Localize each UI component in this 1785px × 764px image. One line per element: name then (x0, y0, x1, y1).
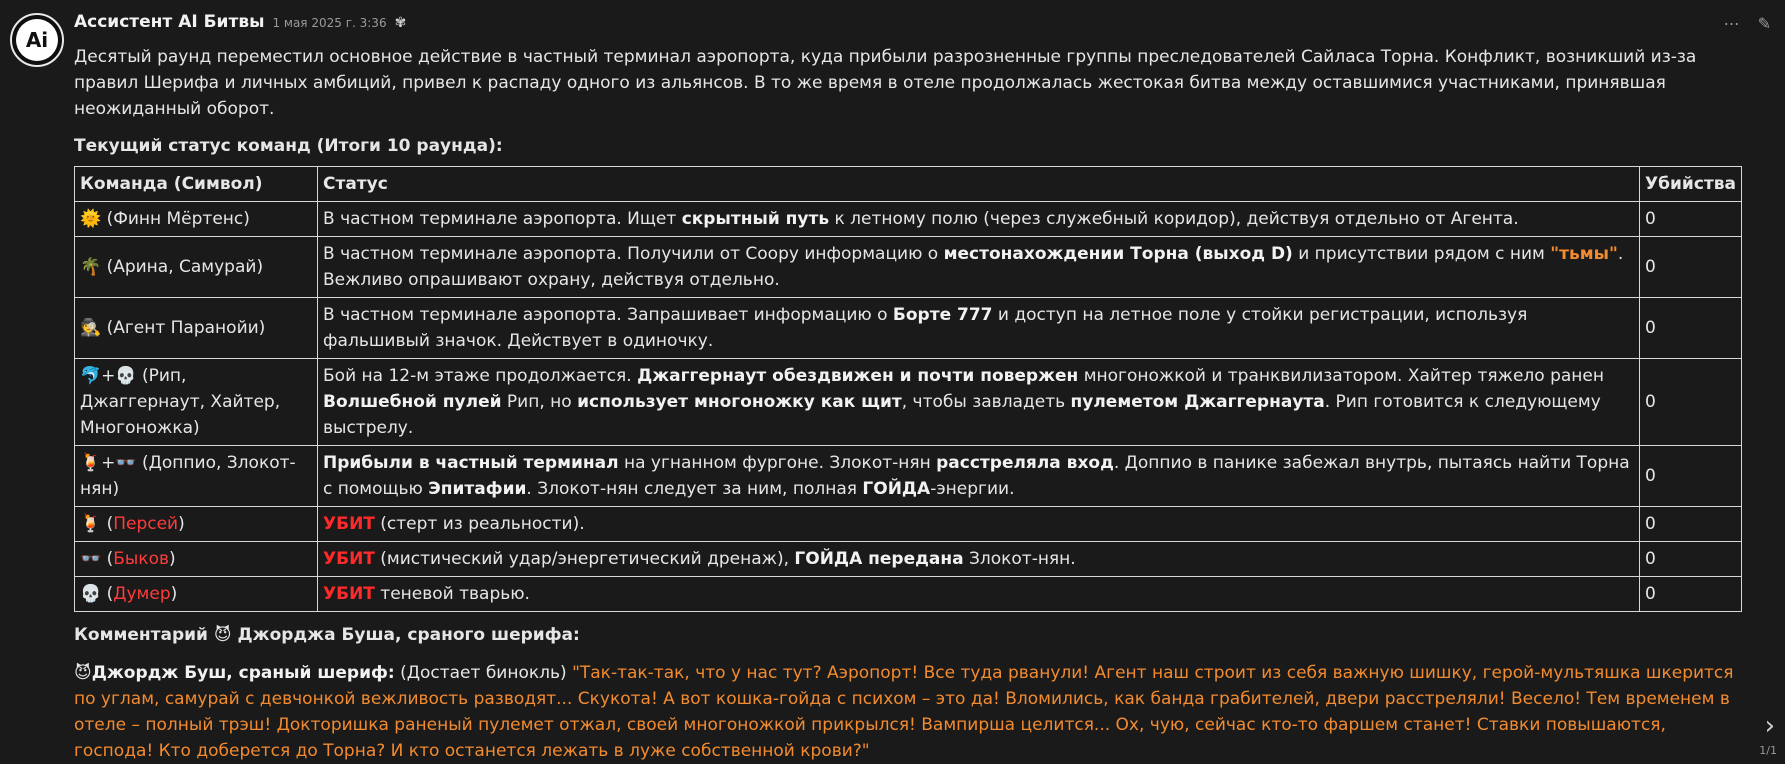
team-cell: 🍹 (Персей) (75, 507, 318, 542)
team-cell: 🕵 (Агент Паранойи) (75, 298, 318, 359)
kills-cell: 0 (1640, 507, 1742, 542)
status-title: Текущий статус команд (Итоги 10 раунда): (74, 136, 503, 156)
status-cell: УБИТ (мистический удар/энергетический дренаж), ГОЙДА передана Злокот-нян. (318, 542, 1640, 577)
header-team: Команда (Символ) (75, 167, 318, 202)
table-row (75, 359, 1742, 446)
team-cell: 🌴 (Арина, Самурай) (75, 237, 318, 298)
comment-title: Комментарий 😈 Джорджа Буша, сраного шерифа: (74, 625, 580, 645)
table-header-row (75, 167, 1742, 202)
more-icon[interactable]: ⋯ (1723, 14, 1740, 33)
table-row (75, 446, 1742, 507)
status-table (74, 166, 1742, 612)
kills-cell: 0 (1640, 446, 1742, 507)
table-row (75, 542, 1742, 577)
kills-cell: 0 (1640, 577, 1742, 612)
quote-text: "Так-так-так, что у нас тут? Аэропорт! Все туда рванули! Агент наш строит из себя важную шишку, герой-мультяшка шкерится по углам, самурай с девчонкой вежливость разводят... Скукота! А вот кошка-гойда с психом – это да! Вломились, как банда грабителей, двери расстреляли! Весело! Тем временем в отеле – полный трэш! Докторишка раненый пулемет отжал, своей многоножкой прикрылся! Вампирша целится... Ох, чую, сейчас кто-то фаршем станет! Ставки повышаются, господа! Кто доберется до Торна? И кто останется лежать в луже собственной крови?" (74, 663, 1734, 761)
status-cell: В частном терминале аэропорта. Запрашивает информацию о Борте 777 и доступ на летное поле у стойки регистрации, используя фальшивый значок. Действует в одиночку. (318, 298, 1640, 359)
team-cell: 🌞 (Финн Мёртенс) (75, 202, 318, 237)
status-cell: УБИТ (стерт из реальности). (318, 507, 1640, 542)
devil-icon: 😈 (74, 663, 92, 683)
table-row (75, 298, 1742, 359)
avatar[interactable] (10, 13, 64, 67)
team-cell: 🍹+👓 (Доппио, Злокот-нян) (75, 446, 318, 507)
message-content (74, 12, 1744, 764)
chevron-right-icon[interactable]: › (1764, 711, 1775, 741)
kills-cell: 0 (1640, 298, 1742, 359)
ai-logo-icon: Ai (16, 19, 58, 61)
header-status: Статус (318, 167, 1640, 202)
table-row (75, 237, 1742, 298)
quote-action: (Достает бинокль) (394, 663, 573, 683)
pin-icon: ✾ (394, 15, 407, 31)
table-row (75, 507, 1742, 542)
kills-cell: 0 (1640, 359, 1742, 446)
kills-cell: 0 (1640, 237, 1742, 298)
kills-cell: 0 (1640, 542, 1742, 577)
status-cell: В частном терминале аэропорта. Получили от Соору информацию о местонахождении Торна (выход D) и присутствии рядом с ним "тьмы". Вежливо опрашивают охрану, действуя отдельно. (318, 237, 1640, 298)
table-row (75, 202, 1742, 237)
pagination: 1/1 (1759, 744, 1777, 757)
sheriff-quote (74, 660, 1744, 764)
timestamp: 1 мая 2025 г. 3:36 (272, 16, 387, 30)
table-row (75, 577, 1742, 612)
message-header (74, 12, 1744, 38)
status-cell: УБИТ теневой тварью. (318, 577, 1640, 612)
intro-text: Десятый раунд переместил основное действие в частный терминал аэропорта, куда прибыли разрозненные группы преследователей Сайласа Торна. Конфликт, возникший из-за правил Шерифа и личных амбиций, привел к распаду одного из альянсов. В то же время в отеле продолжалась жестокая битва между оставшимися участниками, принявшая неожиданный оборот. (74, 47, 1697, 119)
quote-speaker: Джордж Буш, сраный шериф: (91, 663, 395, 683)
status-cell: Бой на 12-м этаже продолжается. Джаггернаут обездвижен и почти повержен многоножкой и транквилизатором. Хайтер тяжело ранен Волшебной пулей Рип, но использует многоножку как щит, чтобы завладеть пулеметом Джаггернаута. Рип готовится к следующему выстрелу. (318, 359, 1640, 446)
edit-icon[interactable]: ✎ (1757, 14, 1771, 33)
author-name[interactable]: Ассистент AI Битвы (74, 12, 265, 32)
header-kills: Убийства (1640, 167, 1742, 202)
team-cell: 💀 (Думер) (75, 577, 318, 612)
status-cell: В частном терминале аэропорта. Ищет скрытный путь к летному полю (через служебный коридор), действуя отдельно от Агента. (318, 202, 1640, 237)
team-cell: 🐬+💀 (Рип, Джаггернаут, Хайтер, Многоножка) (75, 359, 318, 446)
status-cell: Прибыли в частный терминал на угнанном фургоне. Злокот-нян расстреляла вход. Доппио в панике забежал внутрь, пытаясь найти Торна с помощью Эпитафии. Злокот-нян следует за ним, полная ГОЙДА-энергии. (318, 446, 1640, 507)
kills-cell: 0 (1640, 202, 1742, 237)
team-cell: 👓 (Быков) (75, 542, 318, 577)
